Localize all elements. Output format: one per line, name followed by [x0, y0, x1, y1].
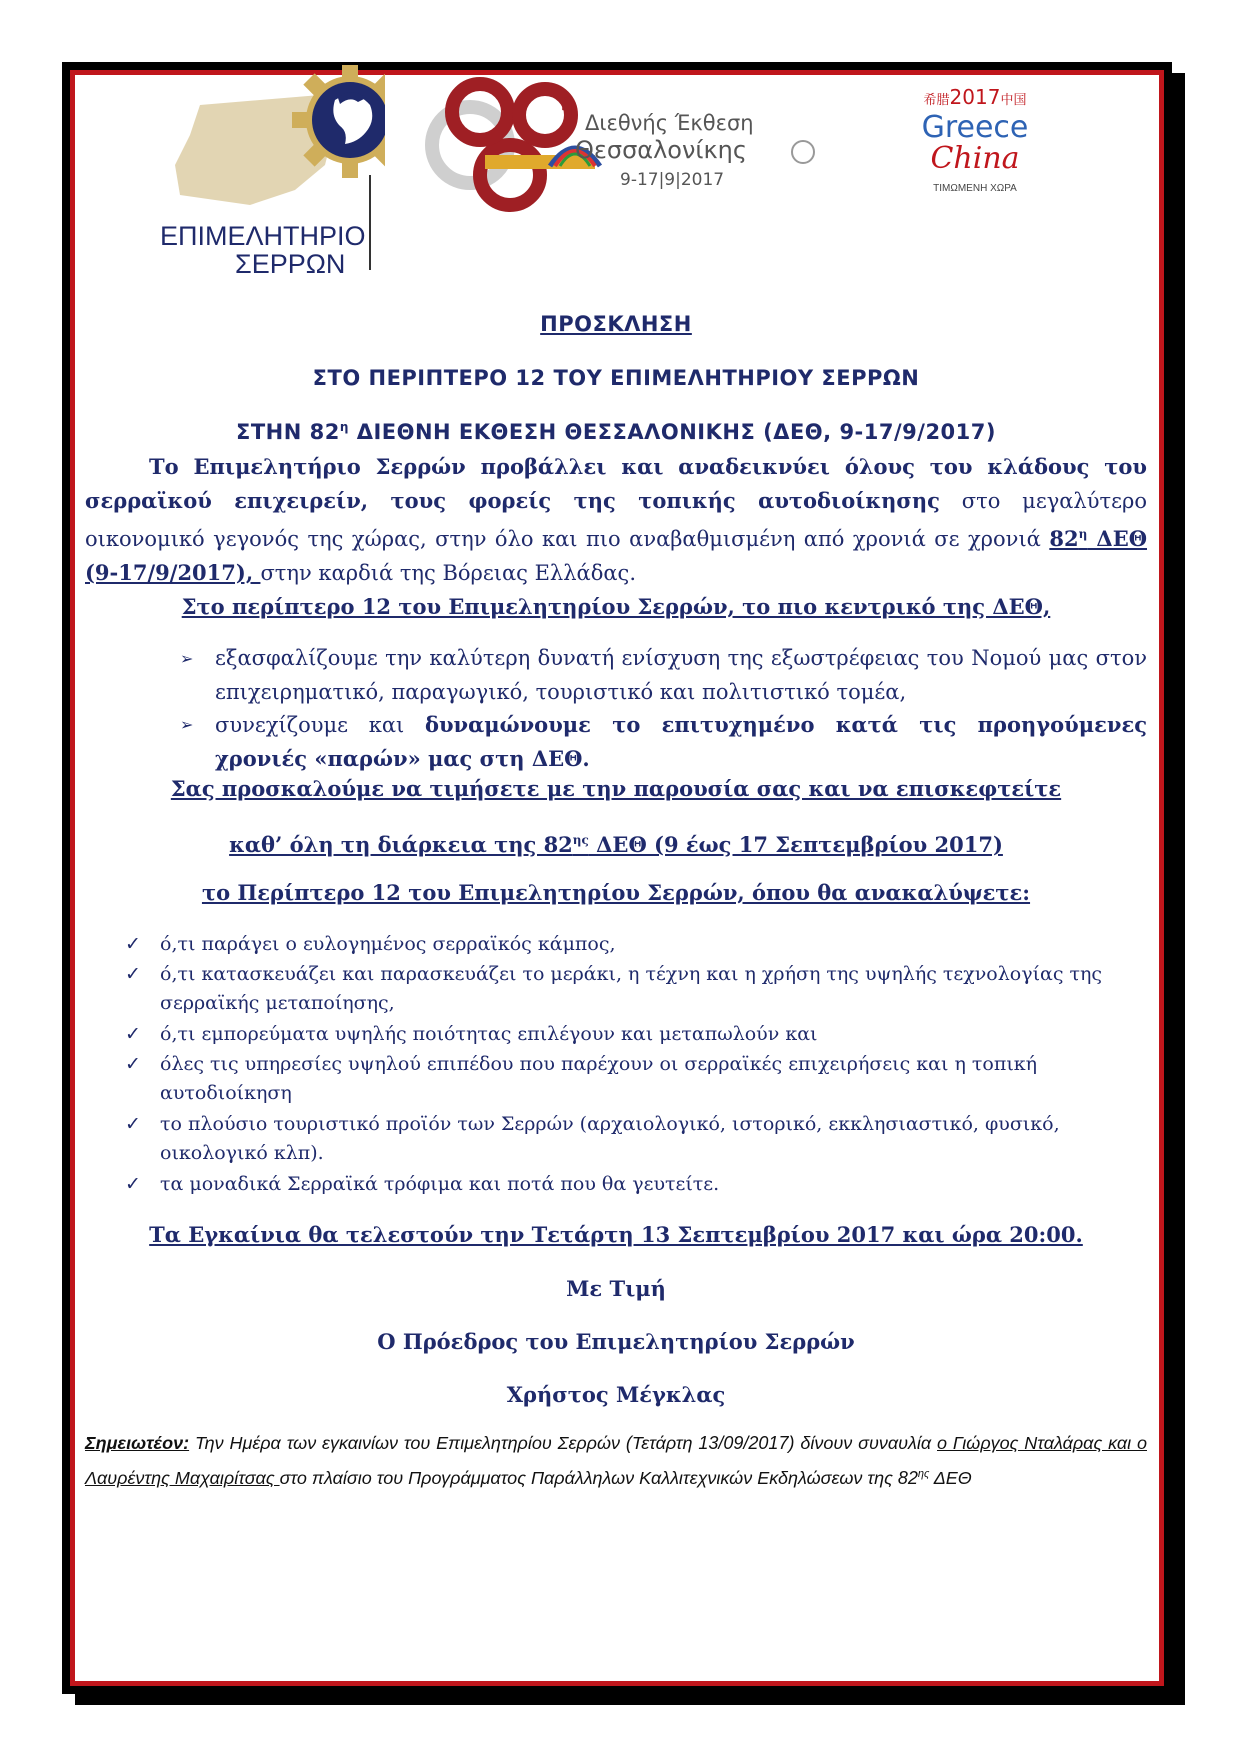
check-item: ✓ τα μοναδικά Σερραϊκά τρόφιμα και ποτά που θα γευτείτε.	[125, 1170, 1147, 1199]
arrow-bullet-icon: ➢	[180, 649, 194, 668]
pavilion-title: ΣΤΟ ΠΕΡΙΠΤΕΡΟ 12 ΤΟΥ ΕΠΙΜΕΛΗΤΗΡΙΟΥ ΣΕΡΡΩΝ	[312, 366, 920, 390]
intro-tail: στην καρδιά της Βόρειας Ελλάδας.	[260, 561, 636, 585]
opening-announcement: Τα Εγκαίνια θα τελεστούν την Τετάρτη 13 Σεπτεμβρίου 2017 και ώρα 20:00.	[149, 1222, 1083, 1247]
gc-cjk-right: 中国	[1000, 93, 1027, 108]
greece-china-logo	[905, 85, 1045, 205]
invite-line-3: το Περίπτερο 12 του Επιμελητηρίου Σερρών, όπου θα ανακαλύψετε:	[201, 880, 1031, 905]
check-item: ✓ όλες τις υπηρεσίες υψηλού επιπέδου που παρέχουν οι σερραϊκές επιχειρήσεις και η τοπική αυτοδιοίκηση	[125, 1050, 1147, 1108]
gc-subtitle: ΤΙΜΩΜΕΝΗ ΧΩΡΑ	[933, 183, 1017, 194]
tif-logo-line1: Διεθνής Έκθεση	[585, 111, 754, 135]
tif-82-logo	[425, 70, 825, 215]
check-item: ✓ ό,τι εμπορεύματα υψηλής ποιότητας επιλέγουν και μεταπωλούν και	[125, 1020, 1147, 1049]
gc-cjk-left: 希腊	[923, 93, 950, 108]
check-icon: ✓	[125, 1113, 141, 1135]
signature-name: Χρήστος Μέγκλας	[506, 1382, 726, 1407]
footnote-artists: ο Γιώργος Νταλάρας και ο Λαυρέντης Μαχαιρίτσας	[85, 1433, 1147, 1488]
check-icon: ✓	[125, 1023, 141, 1045]
chamber-logo-line1: ΕΠΙΜΕΛΗΤΗΡΙΟ	[160, 221, 366, 251]
check-item: ✓ ό,τι παράγει ο ευλογημένος σερραϊκός κάμπος,	[125, 930, 1147, 959]
tif-logo-line2: Θεσσαλονίκης	[575, 136, 747, 164]
check-icon: ✓	[125, 1053, 141, 1075]
arrow-item: ➢ συνεχίζουμε και δυναμώνουμε το επιτυχημένο κατά τις προηγούμενες χρονιές «παρών» μας στη ΔΕΘ.	[180, 708, 1147, 776]
gc-year: 2017	[949, 85, 1001, 109]
footnote-label: Σημειωτέον:	[85, 1433, 190, 1453]
invite-line-1: Σας προσκαλούμε να τιμήσετε με την παρουσία σας και να επισκεφτείτε	[170, 776, 1062, 801]
pavilion-heading: Στο περίπτερο 12 του Επιμελητηρίου Σερρών, το πιο κεντρικό της ΔΕΘ,	[181, 594, 1051, 619]
footnote: Σημειωτέον: Την Ημέρα των εγκαινίων του Επιμελητηρίου Σερρών (Τετάρτη 13/09/2017) δίνουν συναυλία ο Γιώργος Νταλάρας και ο Λαυρέντης Μαχαιρίτσας στο πλαίσιο του Προγράμματος Παράλληλων Καλλιτεχνικών Εκδηλώσεων της $82^{\eta\varsigma}$ ΔΕΘ	[85, 1433, 1147, 1488]
invitation-title: ΠΡΟΣΚΛΗΣΗ	[540, 312, 692, 336]
arrow-item: ➢ εξασφαλίζουμε την καλύτερη δυνατή ενίσχυση της εξωστρέφειας του Νομού μας στον επιχειρηματικό, παραγωγικό, τουριστικό και πολιτιστικό τομέα,	[180, 642, 1147, 709]
check-item: ✓ το πλούσιο τουριστικό προϊόν των Σερρών (αρχαιολογικό, ιστορικό, εκκλησιαστικό, φυσικό, οικολογικό κλπ).	[125, 1110, 1147, 1168]
check-item: ✓ ό,τι κατασκευάζει και παρασκευάζει το μεράκι, η τέχνη και η χρήση της υψηλής τεχνολογίας της σερραϊκής μεταποίησης,	[125, 960, 1147, 1018]
regards: Με Τιμή	[566, 1276, 666, 1301]
exhibition-title: ΣΤΗΝ $82^\eta$ ΔΙΕΘΝΗ ΕΚΘΕΣΗ ΘΕΣΣΑΛΟΝΙΚΗΣ (ΔΕΘ, 9-17/9/2017)	[235, 420, 996, 444]
intro-normal: στο μεγαλύτερο οικονομικό γεγονός της χώρας, στην όλο και πιο αναβαθμισμένη από χρονιά σε χρονιά	[85, 489, 1147, 551]
tif-logo-dates: 9-17|9|2017	[620, 170, 725, 190]
signature-role: Ο Πρόεδρος του Επιμελητηρίου Σερρών	[377, 1329, 855, 1354]
intro-underlined: $82^\eta$ ΔΕΘ (9-17/9/2017),	[85, 526, 1147, 585]
chamber-logo	[120, 65, 385, 275]
intro-paragraph	[85, 450, 1147, 590]
intro-bold: Το Επιμελητήριο Σερρών προβάλλει και αναδεικνύει όλους του κλάδους του σερραϊκού επιχειρείν, τους φορείς της τοπικής αυτοδιοίκησης	[85, 454, 1147, 513]
gc-greece: Greece	[921, 110, 1029, 145]
check-icon: ✓	[125, 963, 141, 985]
check-icon: ✓	[125, 1173, 141, 1195]
gc-china: China	[930, 141, 1020, 176]
chamber-logo-line2: ΣΕΡΡΩΝ	[235, 249, 346, 275]
check-icon: ✓	[125, 933, 141, 955]
invite-line-2: καθ’ όλη τη διάρκεια της $82^{\eta\varsigma}$ ΔΕΘ (9 έως 17 Σεπτεμβρίου 2017)	[229, 832, 1003, 857]
arrow-bullet-icon: ➢	[180, 715, 194, 734]
tif-logo-sup: η	[560, 88, 576, 116]
